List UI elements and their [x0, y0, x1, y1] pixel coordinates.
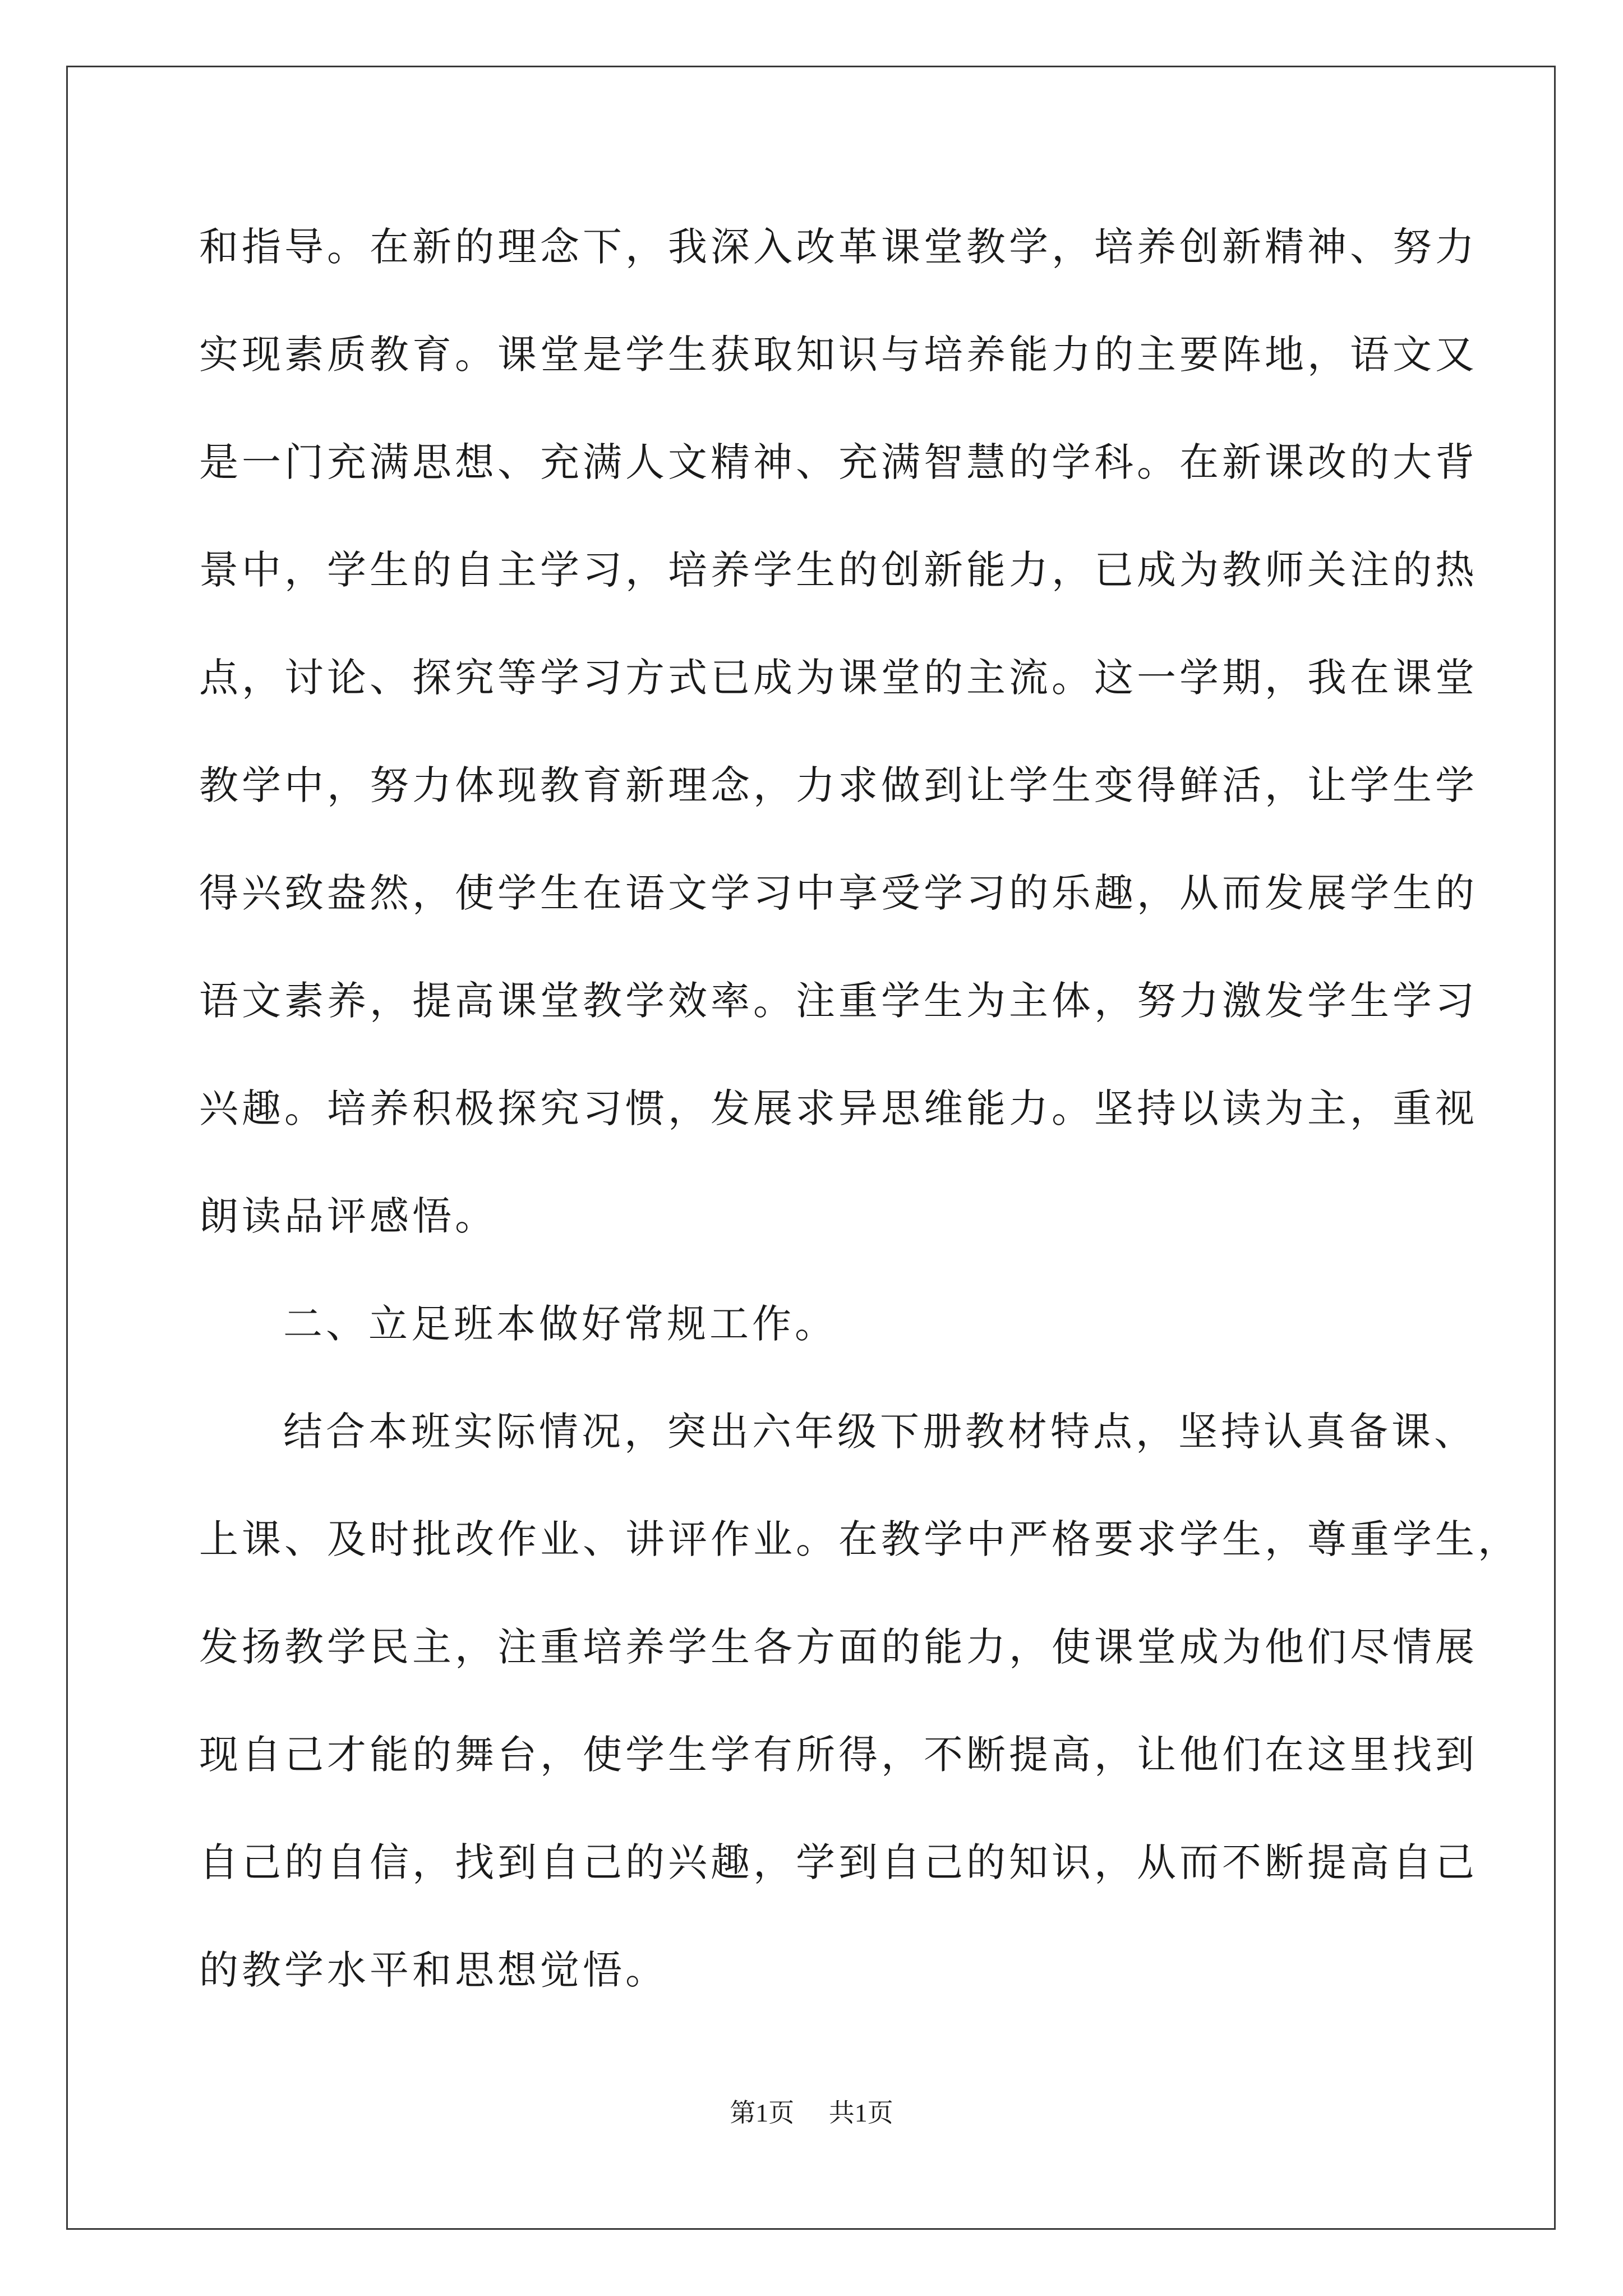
text-line: 现自己才能的舞台，使学生学有所得，不断提高，让他们在这里找到	[199, 1732, 1478, 1778]
text-line: 得兴致盎然，使学生在语文学习中享受学习的乐趣，从而发展学生的	[199, 870, 1478, 916]
text-line: 发扬教学民主，注重培养学生各方面的能力，使课堂成为他们尽情展	[199, 1624, 1478, 1670]
text-line: 上课、及时批改作业、讲评作业。在教学中严格要求学生，尊重学生，	[199, 1516, 1520, 1562]
text-line: 是一门充满思想、充满人文精神、充满智慧的学科。在新课改的大背	[199, 439, 1478, 485]
page-footer	[0, 2092, 1623, 2129]
text-line: 点，讨论、探究等学习方式已成为课堂的主流。这一学期，我在课堂	[199, 655, 1478, 701]
text-line: 结合本班实际情况，突出六年级下册教材特点，坚持认真备课、	[283, 1409, 1477, 1455]
page-total: 共1页	[828, 2099, 893, 2127]
text-line: 实现素质教育。课堂是学生获取知识与培养能力的主要阵地，语文又	[199, 332, 1478, 378]
text-line: 自己的自信，找到自己的兴趣，学到自己的知识，从而不断提高自己	[199, 1839, 1478, 1885]
text-line: 和指导。在新的理念下，我深入改革课堂教学，培养创新精神、努力	[199, 224, 1478, 270]
text-line: 兴趣。培养积极探究习惯，发展求异思维能力。坚持以读为主，重视	[199, 1085, 1478, 1131]
text-line: 语文素养，提高课堂教学效率。注重学生为主体，努力激发学生学习	[199, 978, 1478, 1024]
text-line: 二、立足班本做好常规工作。	[283, 1301, 837, 1347]
document-body	[199, 208, 1520, 2039]
text-line: 朗读品评感悟。	[199, 1193, 497, 1239]
page-number: 第1页	[730, 2099, 795, 2127]
text-line: 教学中，努力体现教育新理念，力求做到让学生变得鲜活，让学生学	[199, 762, 1478, 808]
text-line: 的教学水平和思想觉悟。	[199, 1947, 668, 1993]
text-line: 景中，学生的自主学习，培养学生的创新能力，已成为教师关注的热	[199, 547, 1478, 593]
